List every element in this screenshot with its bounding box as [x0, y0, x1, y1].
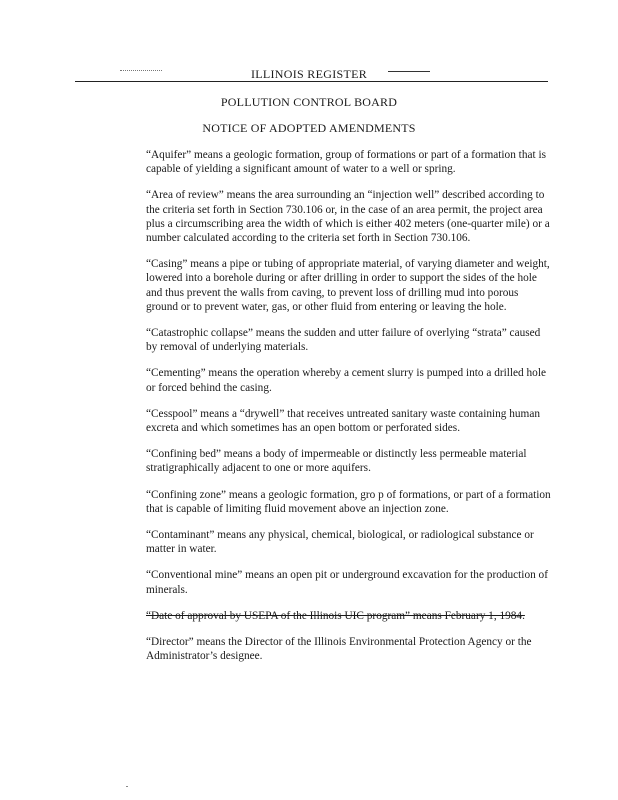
scan-speck — [126, 786, 128, 787]
definition-confining-bed: “Confining bed” means a body of impermeable or distinctly less permeable material stratigraphically adjacent to one or more aquifers. — [146, 448, 527, 475]
register-title: ILLINOIS REGISTER — [250, 67, 368, 81]
notice-title: NOTICE OF ADOPTED AMENDMENTS — [202, 121, 416, 135]
definition-contaminant: “Contaminant” means any physical, chemical, biological, or radiological substance or matter in water. — [146, 529, 534, 556]
definition-aquifer: “Aquifer” means a geologic formation, group of formations or part of a formation that is capable of yielding a significant amount of water to a well or spring. — [146, 149, 546, 176]
definition-conventional-mine: “Conventional mine” means an open pit or underground excavation for the production of minerals. — [146, 569, 548, 596]
definition-confining-zone: “Confining zone” means a geologic formation, gro p of formations, or part of a formation that is capable of limiting fluid movement above an injection zone. — [146, 488, 551, 515]
definition-area-of-review: “Area of review” means the area surrounding an “injection well” described according to the criteria set forth in Section 730.106 or, in the case of an area permit, the project area plus a circumscribing area the width of which is either 402 meters (one-quarter mile) or a number calculated according to the criteria set forth in Section 730.106. — [146, 189, 550, 245]
definition-catastrophic-collapse: “Catastrophic collapse” means the sudden and utter failure of overlying “strata” caused by removal of underlying materials. — [146, 327, 541, 354]
definition-cesspool: “Cesspool” means a “drywell” that receives untreated sanitary waste containing human excreta and which sometimes has an open bottom or perforated sides. — [146, 407, 540, 435]
header-rule — [75, 81, 548, 82]
definition-casing: “Casing” means a pipe or tubing of appropriate material, of varying diameter and weight, lowered into a borehole during or after drilling in order to support the sides of the hole and thus prevent the walls from caving, to prevent loss of drilling mud into porous ground or to prevent water, gas, or other fluid from entering or leaving the hole. — [146, 258, 550, 313]
definition-date-of-approval-struck: “Date of approval by USEPA of the Illinois UIC program” means February 1, 1984. — [146, 609, 525, 622]
definitions-list — [146, 148, 552, 675]
definition-director: “Director” means the Director of the Illinois Environmental Protection Agency or the Administrator’s designee. — [146, 636, 532, 663]
board-title: POLLUTION CONTROL BOARD — [220, 95, 398, 109]
definition-cementing: “Cementing” means the operation whereby a cement slurry is pumped into a drilled hole or forced behind the casing. — [146, 367, 546, 394]
